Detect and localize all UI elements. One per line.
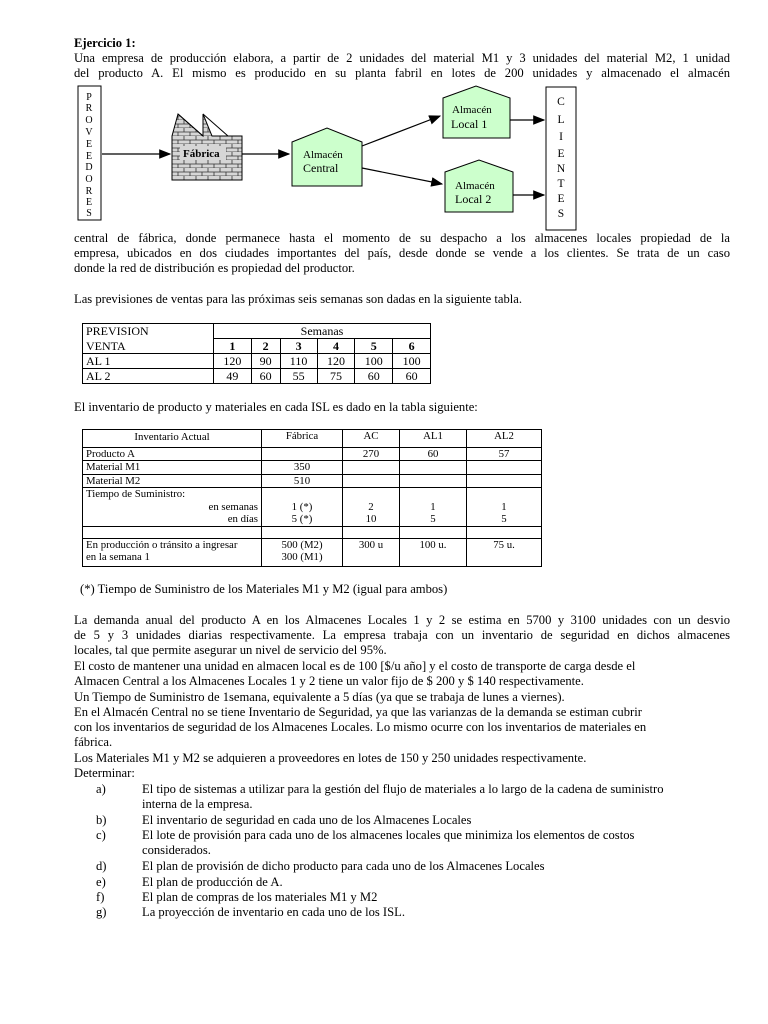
header-cell: Inventario Actual [83,430,262,448]
table-row [83,474,542,488]
client-letter: L [557,114,565,126]
client-letter: C [557,96,565,108]
table-row [83,369,431,384]
supply-time-label: Tiempo de Suministro: [86,488,186,500]
arrow-central-to-local2 [362,168,442,184]
supplier-letter: E [85,197,93,208]
table-cell: 75 [317,369,355,384]
transit-value: 500 (M2) [281,538,323,551]
header-cell: AC [343,430,400,448]
table-row [83,538,542,566]
table-cell: 120 [214,354,252,369]
list-text [142,828,734,859]
central-line-1: Almacén [303,149,343,161]
list-letter: a) [96,782,106,796]
table-cell: 100 u. [400,538,467,566]
list-text-line-1: El lote de provisión para cada uno de los almacenes locales que minimiza los elementos de costos [142,828,635,842]
clients-label [557,96,566,220]
supply-time-label-cell [83,488,262,527]
supply-value: 1 [430,500,436,513]
supply-days-label: en días [227,513,258,525]
demand-line-10: Los Materiales M1 y M2 se adquieren a proveedores en lotes de 150 y 250 unidades respectivamente. [74,751,587,765]
table-cell: 60 [393,369,431,384]
demand-line-6: Un Tiempo de Suministro de 1semana, equivalente a 5 días (ya que se trabaja de lunes a viernes). [74,690,565,704]
demand-line-8: con los inventarios de seguridad de los Almacenes Locales. Lo mismo ocurre con los inventarios de materiales en [74,720,647,734]
table-cell: 60 [355,369,393,384]
table-cell: 120 [317,354,355,369]
table-row [83,526,542,538]
demand-line-7: En el Almacén Central no se tiene Inventario de Seguridad, ya que las varianzas de la demanda se estiman cubrir [74,705,642,719]
supplier-letter: O [85,174,93,185]
sales-forecast-table [82,323,431,384]
header-cell: Fábrica [262,430,343,448]
table-cell [262,447,343,461]
list-text: La proyección de inventario en cada uno de los ISL. [142,905,405,919]
table-row [83,354,431,369]
exercise-heading: Ejercicio 1: [74,36,136,50]
client-letter: E [557,148,565,160]
supplier-letter: S [86,208,92,219]
week-header-cell: 2 [251,339,280,354]
table-row [83,324,431,339]
table-cell [467,488,542,527]
inventory-intro: El inventario de producto y materiales en cada ISL es dado en la tabla siguiente: [74,400,478,414]
transit-label-line-1: En producción o tránsito a ingresar [86,538,238,551]
client-letter: T [557,178,565,190]
forecast-label-line-2: VENTA [86,338,126,353]
supplier-letter: V [85,127,93,138]
table-cell [467,474,542,488]
table-cell: 60 [400,447,467,461]
demand-line-9: fábrica. [74,735,113,749]
table-cell: 110 [280,354,317,369]
table-cell: 350 [262,461,343,475]
transit-label-cell [83,538,262,566]
local-warehouse-1 [443,86,510,138]
table-cell [343,526,400,538]
transit-label-line-2: en la semana 1 [86,551,150,563]
list-letter: f) [96,890,105,904]
local2-line-2: Local 2 [455,192,492,206]
intro-line-1: Una empresa de producción elabora, a partir de 2 unidades del material M1 y 3 unidades del material M2, 1 unidad [74,51,730,65]
row-label: AL 2 [83,369,214,384]
table-cell [262,488,343,527]
table-cell [467,461,542,475]
table-cell: 55 [280,369,317,384]
row-label: AL 1 [83,354,214,369]
table-cell: 75 u. [467,538,542,566]
table-cell: 300 u [343,538,400,566]
para2-line-2: empresa, ubicados en dos ciudades importantes del país, desde donde se vende a los clientes. Se trata de un caso [74,246,730,260]
supplier-letter: E [85,139,93,150]
week-header-cell: 3 [280,339,317,354]
intro-line-2: del producto A. El mismo es producido en su planta fabril en lotes de 200 unidades y almacenado el almacén [74,66,730,80]
table-cell [400,461,467,475]
client-letter: S [557,208,565,220]
table-cell: 90 [251,354,280,369]
list-letter: d) [96,859,107,873]
list-letter: g) [96,905,107,919]
supply-value: 1 (*) [291,500,313,513]
list-text-line-2: considerados. [142,843,211,858]
table-cell: 270 [343,447,400,461]
list-text-line-1: El tipo de sistemas a utilizar para la gestión del flujo de materiales a lo largo de la cadena de suministro [142,782,664,796]
table-cell [83,526,262,538]
local2-line-1: Almacén [455,180,495,192]
table-row [83,430,542,448]
supply-value: 5 [430,513,436,525]
row-label: Producto A [83,447,262,461]
central-line-2: Central [303,161,339,175]
list-text: El inventario de seguridad en cada uno de los Almacenes Locales [142,813,472,827]
list-text: El plan de producción de A. [142,875,283,889]
determine-label: Determinar: [74,766,135,780]
week-header-cell: 4 [317,339,355,354]
demand-line-5: Almacen Central a los Almacenes Locales 1 y 2 tiene un valor fijo de $ 200 y $ 140 respectivamente. [74,674,584,688]
demand-line-1: La demanda anual del producto A en los Almacenes Locales 1 y 2 se estima en 5700 y 3100 unidades con un desvio [74,613,730,627]
row-label: Material M1 [83,461,262,475]
weeks-header: Semanas [214,324,431,339]
transit-value: 300 (M1) [281,551,323,563]
client-letter: E [557,193,565,205]
list-text: El plan de compras de los materiales M1 y M2 [142,890,378,904]
para2-line-1: central de fábrica, donde permanece hasta el momento de su despacho a los almacenes locales propiedad de la [74,231,730,245]
list-text: El plan de provisión de dicho producto para cada uno de los Almacenes Locales [142,859,545,873]
table-cell [343,474,400,488]
supplier-letter: R [85,186,93,197]
table-row [83,488,542,527]
table-cell [400,488,467,527]
list-letter: b) [96,813,107,827]
supplier-letter: O [85,115,93,126]
supply-value: 5 (*) [291,513,313,525]
list-letter: e) [96,875,106,889]
supplier-letter: E [85,151,93,162]
supplier-letter: R [85,103,93,114]
forecast-label-cell [83,324,214,354]
table-row [83,461,542,475]
table-cell [400,474,467,488]
client-letter: I [559,131,563,143]
footnote: (*) Tiempo de Suministro de los Materiales M1 y M2 (igual para ambos) [80,582,448,596]
local1-line-2: Local 1 [451,117,488,131]
local1-line-1: Almacén [452,104,492,116]
week-header-cell: 1 [214,339,252,354]
table-cell: 60 [251,369,280,384]
list-text [142,782,734,813]
supplier-letter: D [85,162,93,173]
table-cell: 100 [355,354,393,369]
header-cell: AL2 [467,430,542,448]
table-cell [343,488,400,527]
table-cell: 510 [262,474,343,488]
table-cell: 100 [393,354,431,369]
supplier-letter: P [86,92,92,103]
header-cell: AL1 [400,430,467,448]
list-item [96,782,736,813]
client-letter: N [556,163,566,175]
sales-intro: Las previsiones de ventas para las próximas seis semanas son dadas en la siguiente tabla. [74,292,523,306]
list-item [96,828,736,859]
week-header-cell: 5 [355,339,393,354]
inventory-table [82,429,542,567]
demand-line-4: El costo de mantener una unidad en almacen local es de 100 [$/u año] y el costo de transporte de carga desde el [74,659,636,673]
list-text-line-2: interna de la empresa. [142,797,253,812]
week-header-cell: 6 [393,339,431,354]
table-cell [343,461,400,475]
supply-value: 2 [368,500,374,513]
forecast-label-line-1: PREVISION [86,324,149,338]
list-letter: c) [96,828,106,842]
row-label: Material M2 [83,474,262,488]
supply-weeks-label: en semanas [208,500,258,513]
factory-label: Fábrica [183,148,220,160]
supply-value: 5 [501,513,507,525]
table-cell [400,526,467,538]
local-warehouse-2 [445,160,513,212]
central-warehouse [292,128,362,186]
para2-line-3: donde la red de distribución es propiedad del productor. [74,261,355,275]
table-cell [262,538,343,566]
demand-line-3: locales, tal que permite asegurar un nivel de servicio del 95%. [74,643,387,657]
table-cell: 57 [467,447,542,461]
table-cell [262,526,343,538]
table-cell [467,526,542,538]
table-row [83,447,542,461]
supply-value: 10 [365,513,377,525]
demand-line-2: de 5 y 3 unidades diarias respectivamente. La empresa trabaja con un inventario de seguridad en dichos almacenes [74,628,730,642]
factory-building [172,114,242,180]
supply-value: 1 [501,500,507,513]
table-cell: 49 [214,369,252,384]
arrow-central-to-local1 [362,116,440,146]
